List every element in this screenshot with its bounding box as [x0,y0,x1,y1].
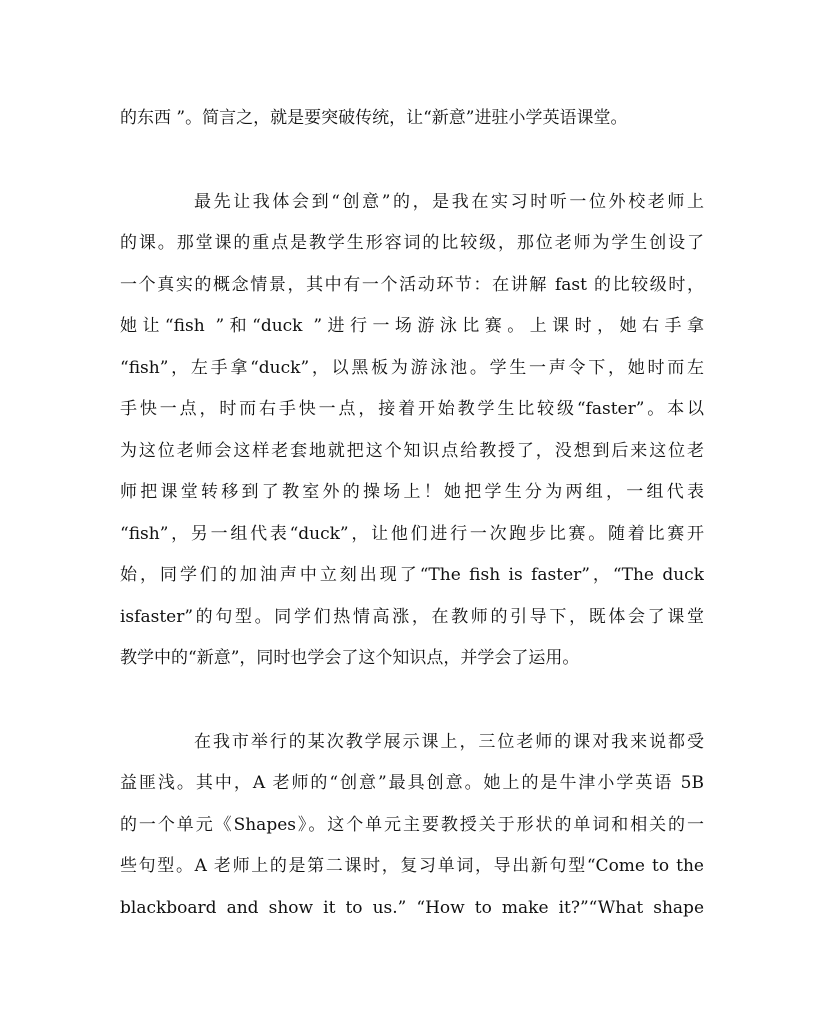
paragraph-2-line-2: 的课。那堂课的重点是教学生形容词的比较级，那位老师为学生创设了 [120,233,704,253]
paragraph-2-line-1: 最先让我体会到“创意”的，是我在实习时听一位外校老师上 [194,192,704,212]
paragraph-2-line-12: 教学中的“新意”，同时也学会了这个知识点，并学会了运用。 [120,648,580,668]
paragraph-3-line-2: 益匪浅。其中，A 老师的“创意”最具创意。她上的是牛津小学英语 5B [120,773,704,793]
text-line-1: 的东西 ”。简言之，就是要突破传统，让“新意”进驻小学英语课堂。 [120,108,628,128]
paragraph-2-line-6: 手快一点，时而右手快一点，接着开始教学生比较级“faster”。本以 [120,399,704,419]
paragraph-2-line-10: 始，同学们的加油声中立刻出现了“The fish is faster”，“The duck [120,565,704,585]
paragraph-2-line-4: 她让“fish ”和“duck ”进行一场游泳比赛。上课时，她右手拿 [120,316,704,336]
paragraph-2-line-8: 师把课堂转移到了教室外的操场上！她把学生分为两组，一组代表 [120,482,704,502]
paragraph-2-line-5: “fish”，左手拿“duck”，以黑板为游泳池。学生一声令下，她时而左 [120,358,704,378]
paragraph-2-line-9: “fish”，另一组代表“duck”，让他们进行一次跑步比赛。随着比赛开 [120,524,704,544]
paragraph-3-line-3: 的一个单元《Shapes》。这个单元主要教授关于形状的单词和相关的一 [120,815,704,835]
paragraph-3-line-4: 些句型。A 老师上的是第二课时，复习单词，导出新句型“Come to the [120,856,704,876]
paragraph-3-line-1: 在我市举行的某次教学展示课上，三位老师的课对我来说都受 [194,732,704,752]
paragraph-3-line-5: blackboard and show it to us.” “How to make it?”“What shape [120,898,704,918]
paragraph-2-line-3: 一个真实的概念情景，其中有一个活动环节：在讲解 fast 的比较级时， [120,275,704,295]
paragraph-2-line-7: 为这位老师会这样老套地就把这个知识点给教授了，没想到后来这位老 [120,441,704,461]
paragraph-2-line-11: isfaster”的句型。同学们热情高涨，在教师的引导下，既体会了课堂 [120,607,704,627]
